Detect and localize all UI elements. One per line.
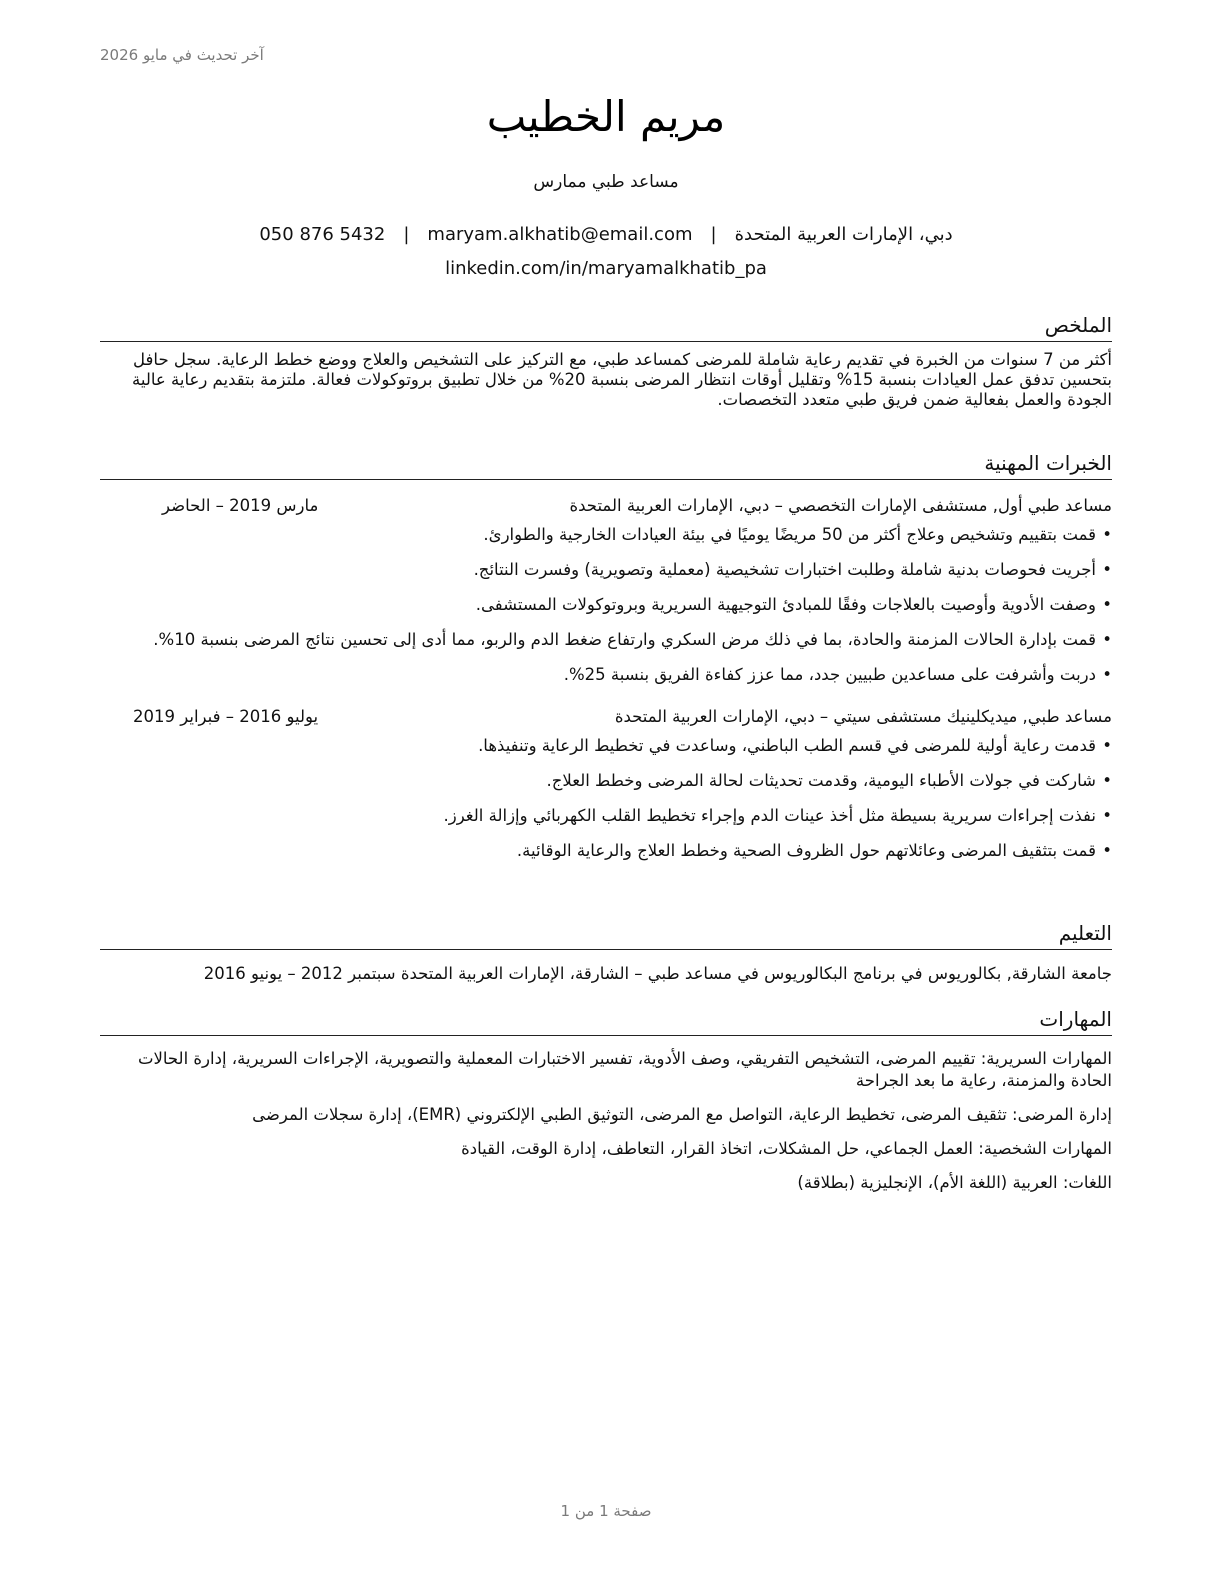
page-number: صفحة 1 من 1 — [560, 1502, 652, 1520]
contact-linkedin[interactable]: linkedin.com/in/maryamalkhatib_pa — [445, 258, 767, 279]
job-role: مساعد طبي أول, مستشفى الإمارات التخصصي – دبي، الإمارات العربية المتحدة — [569, 496, 1112, 515]
skill-line: المهارات السريرية: تقييم المرضى، التشخيص التفريقي، وصف الأدوية، تفسير الاختبارات المعملية والتصويرية، الإجراءات السريرية، إدارة الحالات الحادة والمزمنة، رعاية ما بعد الجراحة — [137, 1049, 1112, 1090]
job-dates: مارس 2019 – الحاضر — [162, 496, 319, 515]
education-section — [100, 920, 1112, 986]
skill-line: المهارات الشخصية: العمل الجماعي، حل المشكلات، اتخاذ القرار، التعاطف، إدارة الوقت، القيادة — [461, 1139, 1112, 1158]
job-dates: يوليو 2016 – فبراير 2019 — [133, 707, 319, 726]
list-item: • قمت بتثقيف المرضى وعائلاتهم حول الظروف الصحية وخطط العلاج والرعاية الوقائية. — [100, 838, 1112, 863]
experience-heading: الخبرات المهنية — [100, 450, 1112, 480]
skills-section — [100, 1006, 1112, 1194]
contact-phone: 050 876 5432 — [259, 224, 386, 245]
list-item: • شاركت في جولات الأطباء اليومية، وقدمت تحديثات لحالة المرضى وخطط العلاج. — [100, 768, 1112, 793]
contact-separator: | — [403, 224, 410, 245]
contact-separator: | — [710, 224, 717, 245]
job-title: مساعد طبي ممارس — [533, 172, 679, 192]
job-bullets — [100, 733, 1112, 863]
experience-section — [100, 450, 1112, 873]
list-item: • قمت بإدارة الحالات المزمنة والحادة، بما في ذلك مرض السكري وارتفاع ضغط الدم والربو، مما أدى إلى تحسين نتائج المرضى بنسبة 10%. — [100, 627, 1112, 652]
last-updated-note: آخر تحديث في مايو 2026 — [100, 46, 264, 64]
list-item: • قمت بتقييم وتشخيص وعلاج أكثر من 50 مريضًا يوميًا في بيئة العيادات الخارجية والطوارئ. — [100, 522, 1112, 547]
skill-line: إدارة المرضى: تثقيف المرضى، تخطيط الرعاية، التواصل مع المرضى، التوثيق الطبي الإلكتروني (EMR)، إدارة سجلات المرضى — [252, 1105, 1112, 1124]
list-item: • وصفت الأدوية وأوصيت بالعلاجات وفقًا للمبادئ التوجيهية السريرية وبروتوكولات المستشفى. — [100, 592, 1112, 617]
summary-section — [100, 312, 1112, 410]
summary-heading: الملخص — [100, 312, 1112, 342]
job-role: مساعد طبي, ميديكلينيك مستشفى سيتي – دبي، الإمارات العربية المتحدة — [614, 707, 1112, 726]
job-entry — [100, 494, 1112, 687]
contact-line — [100, 224, 1112, 245]
contact-email[interactable]: maryam.alkhatib@email.com — [427, 224, 693, 245]
job-header — [100, 705, 1112, 729]
list-item: • أجريت فحوصات بدنية شاملة وطلبت اختبارات تشخيصية (معملية وتصويرية) وفسرت النتائج. — [100, 557, 1112, 582]
contact-location: دبي، الإمارات العربية المتحدة — [734, 224, 953, 245]
education-heading: التعليم — [100, 920, 1112, 950]
skills-heading: المهارات — [100, 1006, 1112, 1036]
candidate-name: مريم الخطيب — [486, 92, 726, 141]
summary-text: أكثر من 7 سنوات من الخبرة في تقديم رعاية شاملة للمرضى كمساعد طبي، مع التركيز على التشخيص والعلاج ووضع خطط الرعاية. سجل حافل بتحسين تدفق عمل العيادات بنسبة 15% وتقليل أوقات انتظار المرضى بنسبة 20% من خلال تطبيق بروتوكولات فعالة. ملتزمة بتقديم رعاية عالية الجودة والعمل بفعالية ضمن فريق طبي متعدد التخصصات. — [132, 350, 1112, 409]
skill-line: اللغات: العربية (اللغة الأم)، الإنجليزية (بطلاقة) — [797, 1173, 1112, 1192]
resume-page — [100, 0, 1112, 1584]
list-item: • قدمت رعاية أولية للمرضى في قسم الطب الباطني، وساعدت في تخطيط الرعاية وتنفيذها. — [100, 733, 1112, 758]
education-entry: جامعة الشارقة, بكالوريوس في برنامج البكالوريوس في مساعد طبي – الشارقة، الإمارات العربية المتحدة سبتمبر 2012 – يونيو 2016 — [203, 964, 1112, 983]
list-item: • دربت وأشرفت على مساعدين طبيين جدد، مما عزز كفاءة الفريق بنسبة 25%. — [100, 662, 1112, 687]
job-entry — [100, 705, 1112, 863]
list-item: • نفذت إجراءات سريرية بسيطة مثل أخذ عينات الدم وإجراء تخطيط القلب الكهربائي وإزالة الغرز. — [100, 803, 1112, 828]
job-bullets — [100, 522, 1112, 687]
job-header — [100, 494, 1112, 518]
